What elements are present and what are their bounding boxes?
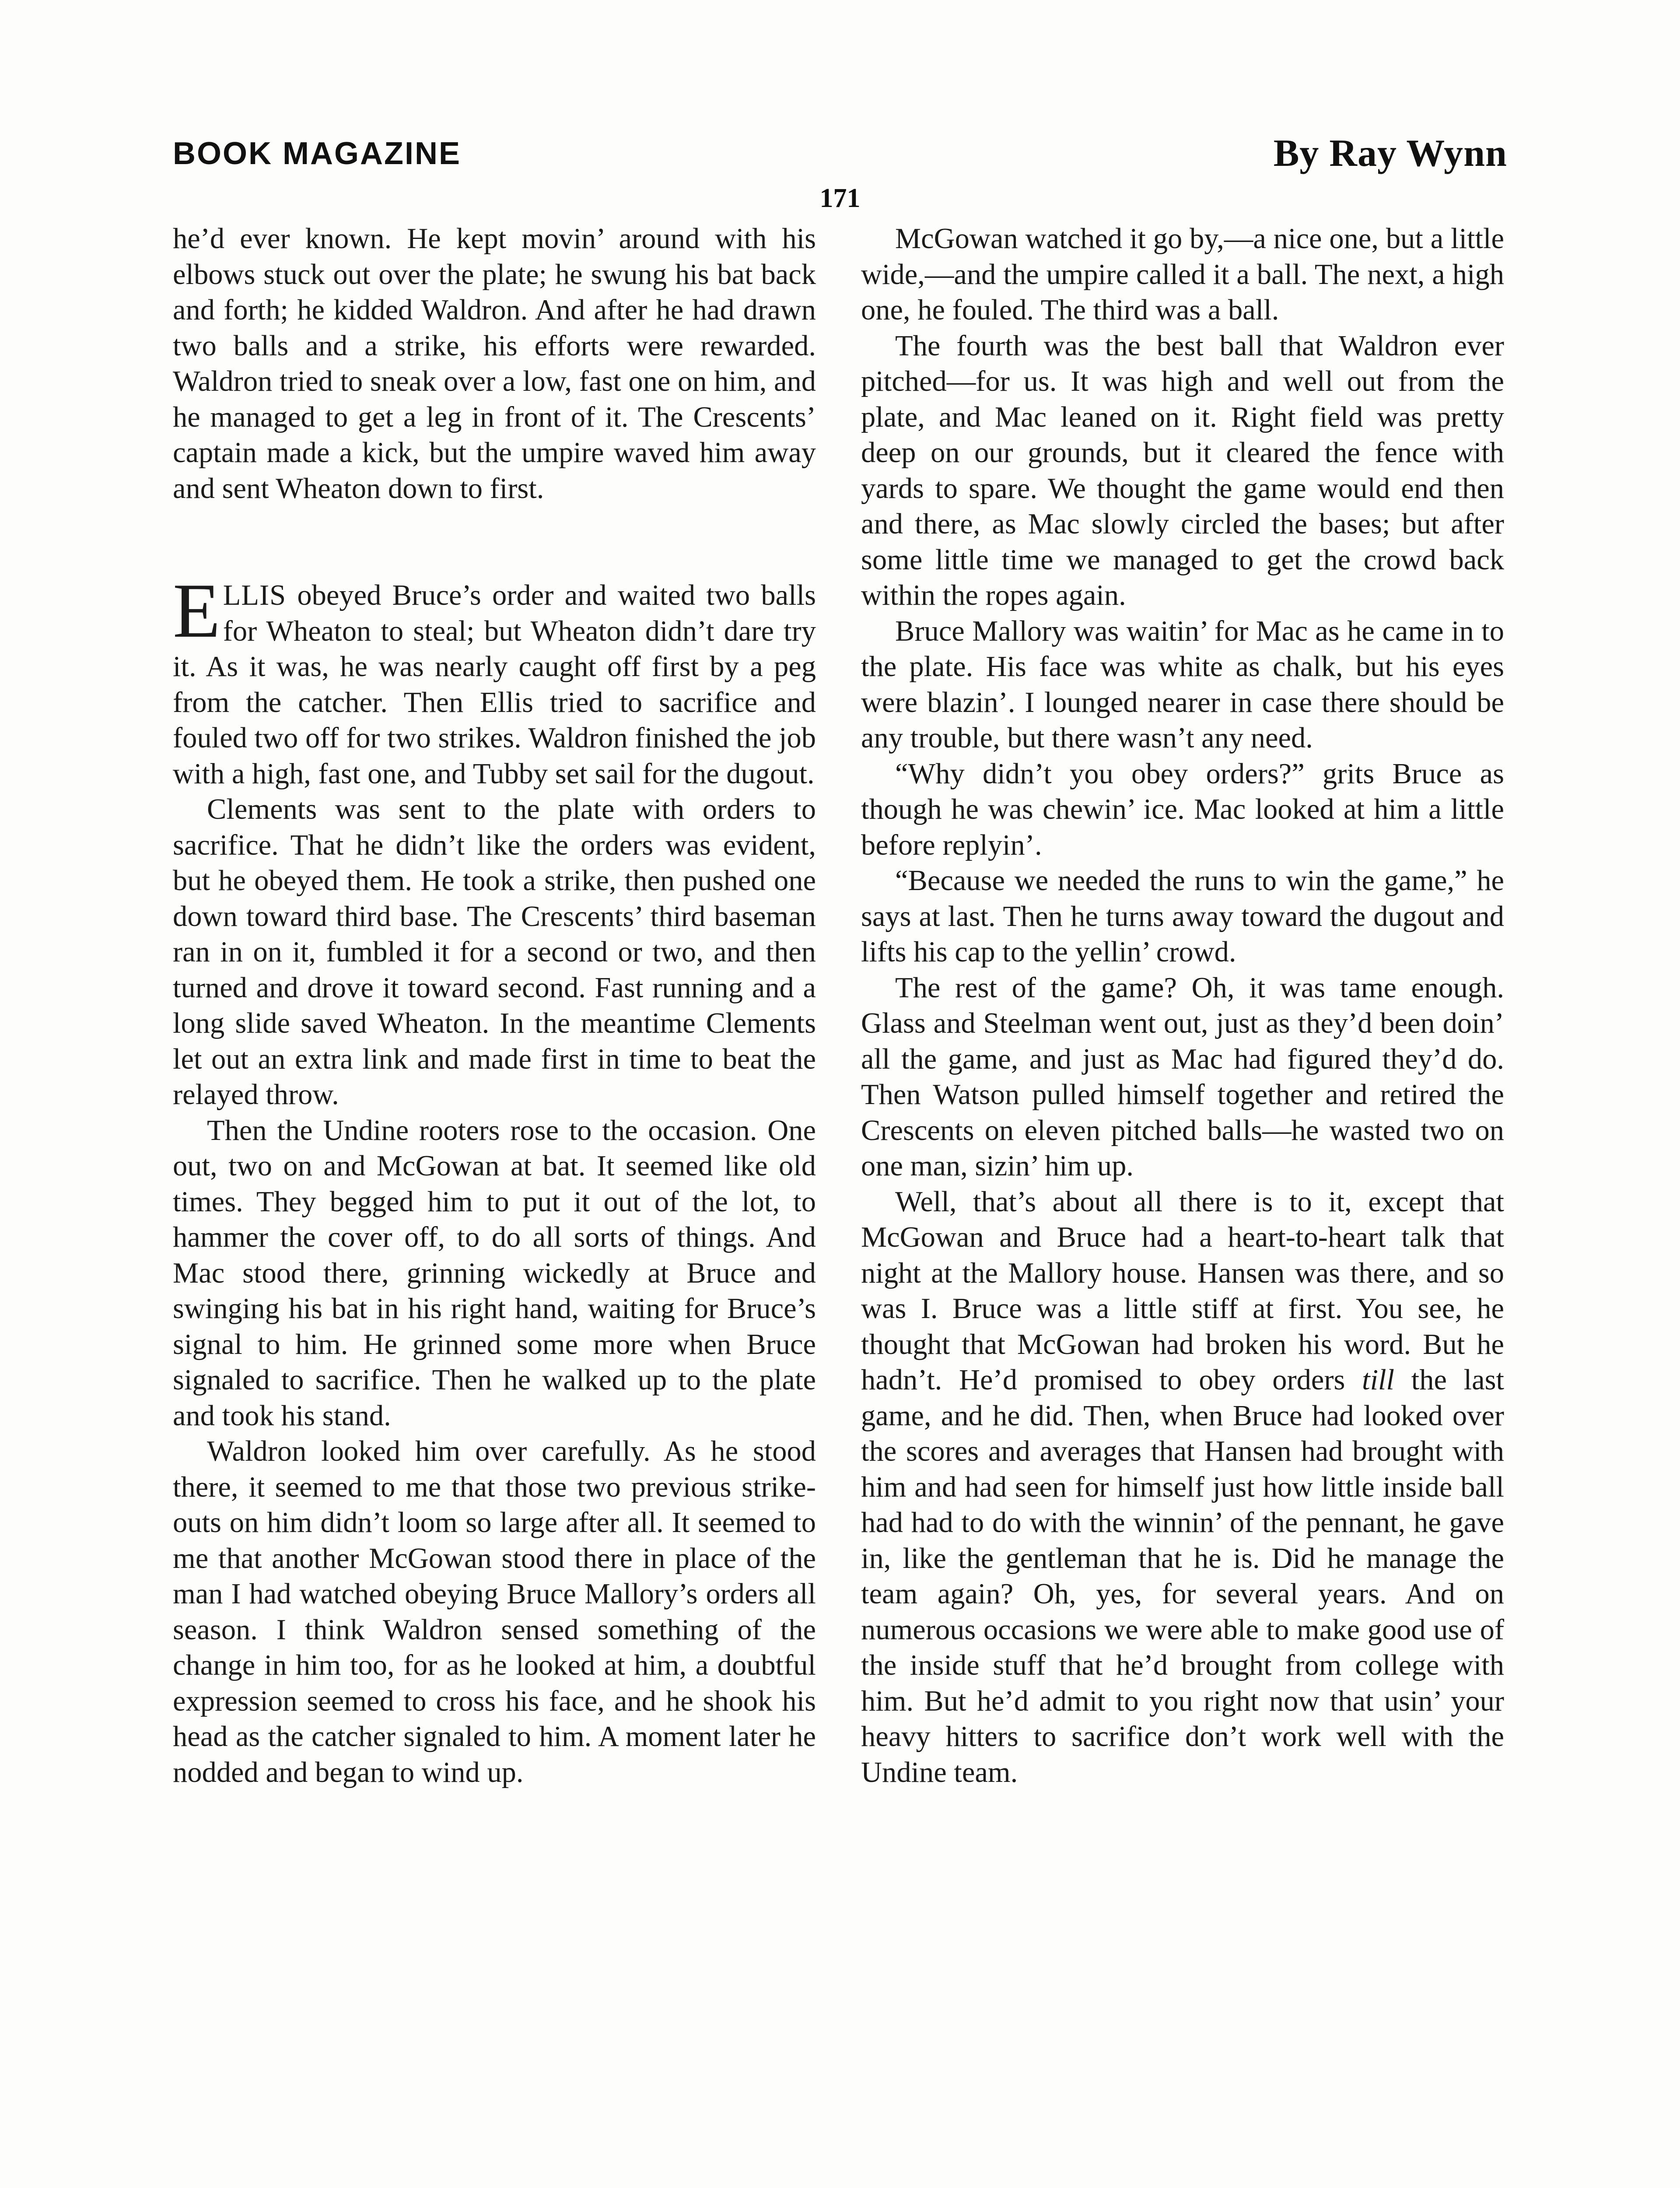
paragraph-text: Well, that’s about all there is to it, except that McGowan and Bruce had a heart-to-heart talk that night at the Mallory house. Hansen was there, and so was I. Bruce was a little stiff at first. You see, he thought that McGowan had broken his word. But he hadn’t. He’d promised to obey orders [861,1185,1504,1396]
lead-word: LLIS [223,579,287,611]
dropcap-paragraph [173,567,816,792]
drop-cap: E [173,567,220,654]
paragraph: he’d ever known. He kept movin’ around with his elbows stuck out over the plate; he swung his bat back and forth; he kidded Waldron. And after he had drawn two balls and a strike, his efforts were rewarded. Waldron tried to sneak over a low, fast one on him, and he managed to get a leg in front of it. The Crescents’ captain made a kick, but the umpire waved him away and sent Wheaton down to first. [173,223,816,505]
author-byline: By Ray Wynn [1273,132,1507,175]
paragraph: The fourth was the best ball that Waldron ever pitched—for us. It was high and well out from the plate, and Mac leaned on it. Right field was pretty deep on our grounds, but it cleared the fence with yards to spare. We thought the game would end then and there, as Mac slowly circled the bases; but after some little time we managed to get the crowd back within the ropes again. [861,330,1504,611]
paragraph: Then the Undine rooters rose to the occasion. One out, two on and McGowan at bat. It seemed like old times. They begged him to put it out of the lot, to hammer the cover off, to do all sorts of things. And Mac stood there, grinning wickedly at Bruce and swinging his bat in his right hand, waiting for Bruce’s signal to him. He grinned some more when Bruce signaled to sacrifice. Then he walked up to the plate and took his stand. [173,1114,816,1432]
paragraph: “Because we needed the runs to win the game,” he says at last. Then he turns away toward the dugout and lifts his cap to the yellin’ crowd. [861,865,1504,968]
emphasis-text: till [1362,1364,1395,1396]
paragraph: The rest of the game? Oh, it was tame enough. Glass and Steelman went out, just as they’d been doin’ all the game, and just as Mac had figured they’d do. Then Watson pulled himself together and retired the Crescents on eleven pitched balls—he wasted two on one man, sizin’ him up. [861,971,1504,1182]
paragraph: Clements was sent to the plate with orders to sacrifice. That he didn’t like the orders was evident, but he obeyed them. He took a strike, then pushed one down toward third base. The Crescents’ third baseman ran in on it, fumbled it for a second or two, and then turned and drove it toward second. Fast running and a long slide saved Wheaton. In the meantime Clements let out an extra link and made first in time to beat the relayed throw. [173,793,816,1111]
magazine-title: BOOK MAGAZINE [173,136,461,171]
paragraph: Bruce Mallory was waitin’ for Mac as he came in to the plate. His face was white as chalk, but his eyes were blazin’. I lounged nearer in case there should be any trouble, but there wasn’t any need. [861,615,1504,754]
left-column [173,221,816,1790]
paragraph [861,1184,1504,1791]
paragraph-text: the last game, and he did. Then, when Bruce had looked over the scores and averages that Hansen had brought with him and had seen for himself just how little inside ball had had to do with the winnin’ of the pennant, he gave in, like the gentleman that he is. Did he manage the team again? Oh, yes, for several years. And on numerous occasions we were able to make good use of the inside stuff that he’d brought from college with him. But he’d admit to you right now that usin’ your heavy hitters to sacrifice don’t work well with the Undine team. [861,1364,1504,1788]
paragraph: McGowan watched it go by,—a nice one, but a little wide,—and the umpire called it a ball. The next, a high one, he fouled. The third was a ball. [861,223,1504,326]
paragraph: Waldron looked him over carefully. As he stood there, it seemed to me that those two previous strike-outs on him didn’t loom so large after all. It seemed to me that another McGowan stood there in place of the man I had watched obeying Bruce Mallory’s orders all season. I think Waldron sensed something of the change in him too, for as he looked at him, a doubtful expression seemed to cross his face, and he shook his head as the catcher signaled to him. A moment later he nodded and began to wind up. [173,1435,816,1788]
page-number: 171 [819,183,861,213]
page-header [173,131,1507,179]
paragraph-text: obeyed Bruce’s order and waited two balls for Wheaton to steal; but Wheaton didn’t dare try it. As it was, he was nearly caught off first by a peg from the catcher. Then Ellis tried to sacrifice and fouled two off for two strikes. Waldron finished the job with a high, fast one, and Tubby set sail for the dugout. [173,579,816,790]
paragraph: “Why didn’t you obey orders?” grits Bruce as though he was chewin’ ice. Mac looked at him a little before replyin’. [861,757,1504,861]
right-column [861,221,1504,1790]
